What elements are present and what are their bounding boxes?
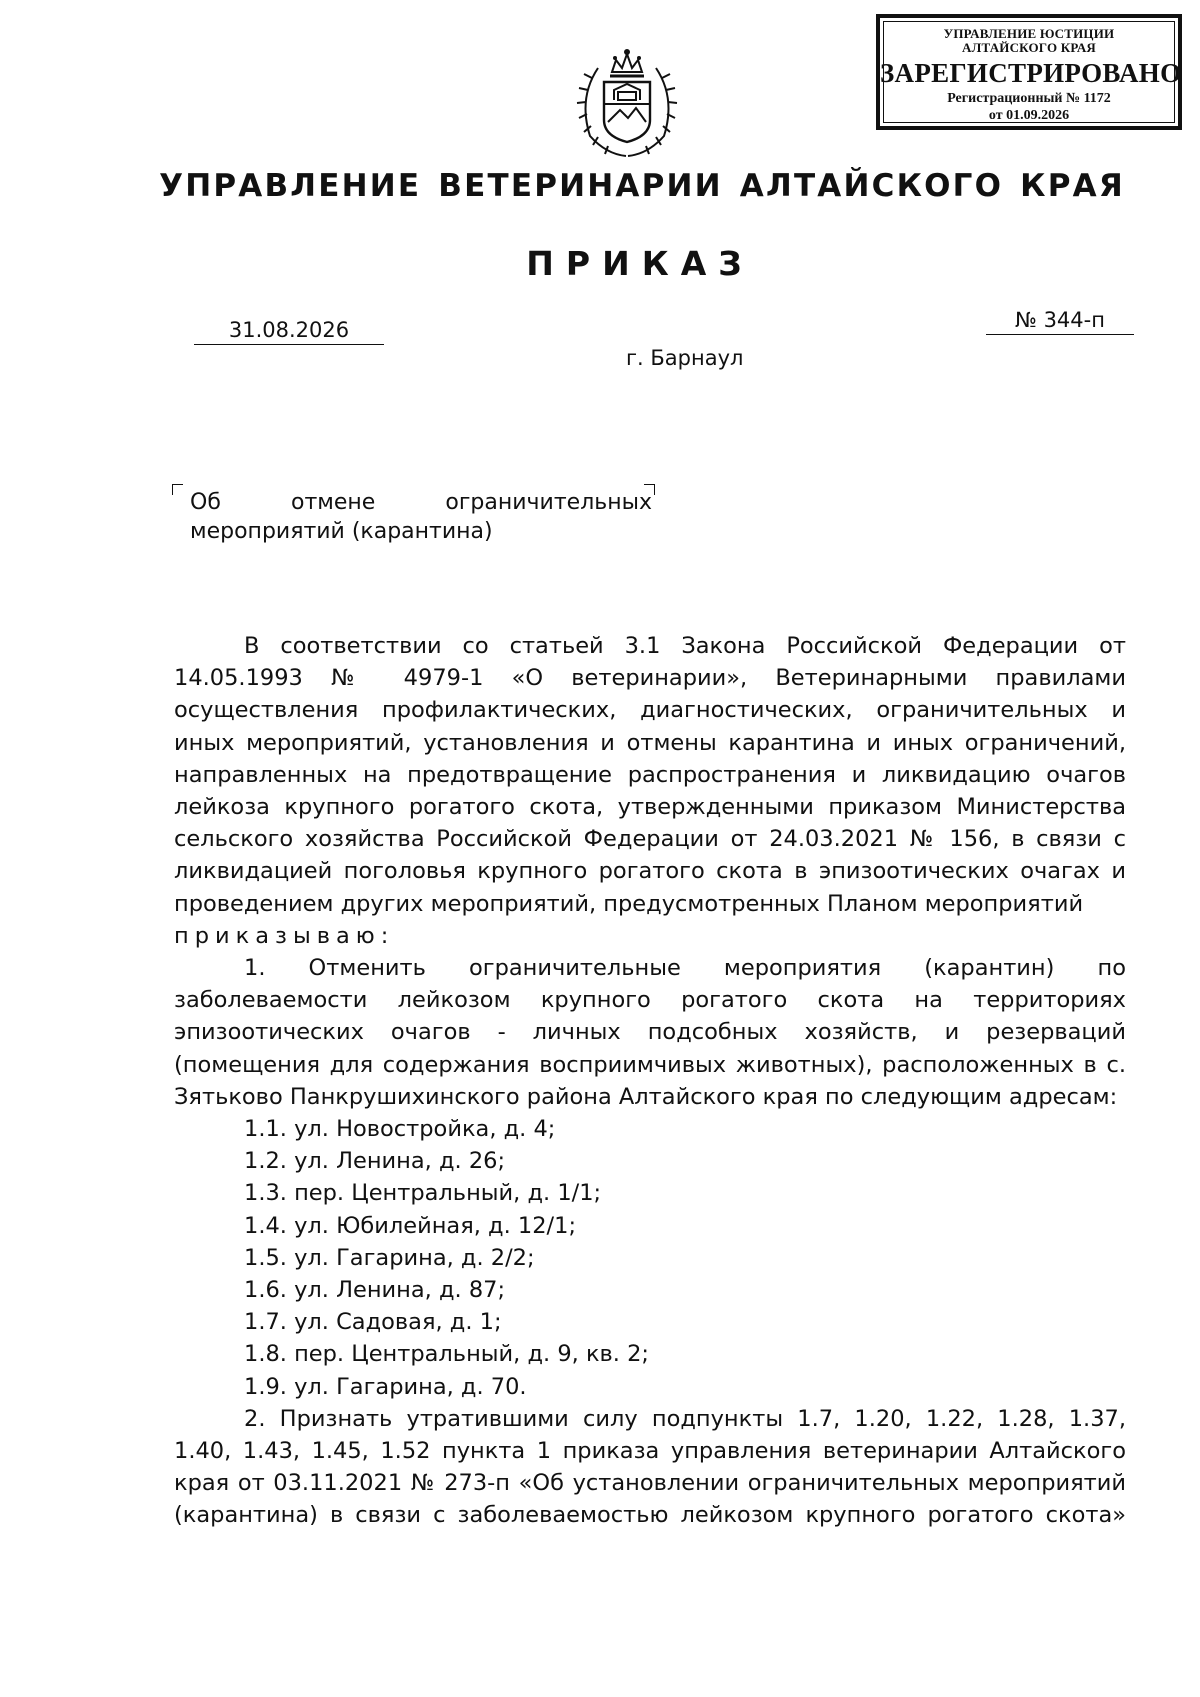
point-2-paragraph: 2. Признать утратившими силу подпункты 1.7, 1.20, 1.22, 1.28, 1.37, 1.40, 1.43, 1.45, 1.52 пункта 1 приказа управления ветеринарии Алтайского края от 03.11.2021 № 273-п «Об установлении ограничительных мероприятий (карантина) в связи с заболеваемостью лейкозом крупного рогатого скота» [174,1405,1126,1529]
address-list [174,1113,1126,1403]
stamp-org-line1: УПРАВЛЕНИЕ ЮСТИЦИИ [943,26,1115,41]
address-item: 1.6. ул. Ленина, д. 87; [244,1277,506,1304]
stamp-reg-date: от 01.09.2026 [988,108,1070,123]
preamble-paragraph: В соответствии со статьей 3.1 Закона Российской Федерации от 14.05.1993 № 4979-1 «О ветеринарии», Ветеринарными правилами осуществления профилактических, диагностических, ограничительных и иных мероприятий, установления и отмены карантина и иных ограничений, направленных на предотвращение распространения и ликвидацию очагов лейкоза крупного рогатого скота, утвержденными приказом Министерства сельского хозяйства Российской Федерации от 24.03.2021 № 156, в связи с ликвидацией поголовья крупного рогатого скота в эпизоотических очагах и проведением других мероприятий, предусмотренных Планом мероприятий [174,633,1126,917]
subject-line1: Об отмене ограничительных [190,490,652,515]
stamp-inner-border [883,21,1175,123]
address-item: 1.1. ул. Новостройка, д. 4; [244,1116,556,1143]
address-item: 1.9. ул. Гагарина, д. 70. [244,1373,527,1400]
order-subject [190,488,652,546]
order-body [174,630,1126,1532]
order-date: 31.08.2026 [194,318,384,345]
address-item: 1.4. ул. Юбилейная, д. 12/1; [244,1212,577,1239]
address-item: 1.7. ул. Садовая, д. 1; [244,1309,502,1336]
registration-stamp [876,14,1182,130]
stamp-org-line2: АЛТАЙСКОГО КРАЯ [962,40,1096,55]
city: г. Барнаул [626,346,744,370]
document-type: ПРИКАЗ [526,244,754,283]
stamp-reg-number: Регистрационный № 1172 [947,91,1111,106]
address-item: 1.5. ул. Гагарина, д. 2/2; [244,1244,535,1271]
address-item: 1.8. пер. Центральный, д. 9, кв. 2; [244,1341,649,1368]
subject-line2: мероприятий (карантина) [190,519,493,544]
stamp-status: ЗАРЕГИСТРИРОВАНО [880,58,1182,88]
order-word: приказываю: [174,922,395,949]
address-item: 1.3. пер. Центральный, д. 1/1; [244,1180,602,1207]
address-item: 1.2. ул. Ленина, д. 26; [244,1148,506,1175]
point-1-paragraph: 1. Отменить ограничительные мероприятия (карантин) по заболеваемости лейкозом крупного рогатого скота на территориях эпизоотических очагов - личных подсобных хозяйств, и резерваций (помещения для содержания восприимчивых животных), расположенных в с. Зятьково Панкрушихинского района Алтайского края по следующим адресам: [174,955,1126,1110]
subject-bracket-left [172,484,183,495]
coat-of-arms-emblem-icon [568,38,686,160]
agency-title: УПРАВЛЕНИЕ ВЕТЕРИНАРИИ АЛТАЙСКОГО КРАЯ [159,168,1125,204]
order-number: № 344-п [986,308,1134,335]
